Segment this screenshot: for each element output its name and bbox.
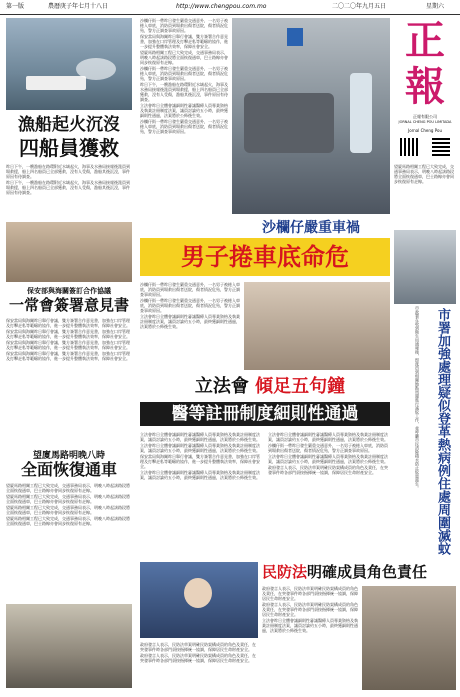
weekday: 星期六 — [426, 3, 445, 10]
masthead-info: 望廈馬路相關工程已大致完成，交通事務局表示，明晚八時起該路段將全面恢復通車，巴士路線亦會同步恢復原有走線。 — [394, 164, 454, 184]
civil-body-mid: 政府發言人表示，民防法草案明確民防架構成員的角色及責任，在突發事件時各部門須按指揮統一協調，保障居民生命財產安全。 政府發言人表示，民防法草案明確民防架構成員的角色及責任，在突發事件時各部門須按指揮統一協調，保障居民生命財產安全。 立法會昨日全體會議細則性審議醫療人員專業資格及執業註冊制度法案，議員討論約五小時，最終獲細則性通過，法案將於公佈後生效。 — [262, 586, 358, 633]
side-story-head: 市署加強處理疑似登革熱病例住處周圍滅蚊 — [435, 308, 450, 555]
meeting-body: 保安當局與海關昨日舉行會議，雙方簽署合作意見書，加強在口岸管理及打擊走私等範疇的協作，進一步提升整體執法效率，保障社會安全。 保安當局與海關昨日舉行會議，雙方簽署合作意見書，加強在口岸管理及打擊走私等範疇的協作，進一步提升整體執法效率，保障社會安全。 保安當局與海關昨日舉行會議，雙方簽署合作意見書，加強在口岸管理及打擊走私等範疇的協作，進一步提升整體執法效率，保障社會安全。 保安當局與海關昨日舉行會議，雙方簽署合作意見書，加強在口岸管理及打擊走私等範疇的協作，進一步提升整體執法效率，保障社會安全。 — [6, 318, 130, 361]
masthead-char-2: 報 — [405, 63, 445, 110]
boat-shape — [26, 76, 86, 90]
masthead — [394, 18, 456, 160]
legco-body-right: 立法會昨日全體會議細則性審議醫療人員專業資格及執業註冊制度法案，議員討論約五小時，最終獲細則性通過，法案將於公佈後生效。 沙欄仔街一帶昨日發生嚴重交通意外，一名男子被捲入車底，消防員到場救出傷者送院，傷者情況危殆，警方正調查事故原因。 立法會昨日全體會議細則性審議醫療人員專業資格及執業註冊制度法案，議員討論約五小時，最終獲細則性通過，法案將於公佈後生效。 政府發言人表示，民防法草案明確民防架構成員的角色及責任，在突發事件時各部門須按指揮統一協調，保障居民生命財產安全。 — [268, 432, 388, 475]
traffic-body: 望廈馬路相關工程已大致完成，交通事務局表示，明晚八時起該路段將全面恢復通車，巴士路線亦會同步恢復原有走線。 望廈馬路相關工程已大致完成，交通事務局表示，明晚八時起該路段將全面恢復通車，巴士路線亦會同步恢復原有走線。 望廈馬路相關工程已大致完成，交通事務局表示，明晚八時起該路段將全面恢復通車，巴士路線亦會同步恢復原有走線。 望廈馬路相關工程已大致完成，交通事務局表示，明晚八時起該路段將全面恢復通車，巴士路線亦會同步恢復原有走線。 — [6, 483, 130, 526]
masthead-char-1: 正 — [405, 17, 445, 64]
crash-scene-photo — [232, 18, 390, 214]
fire-headline-1: 漁船起火沉沒 — [18, 115, 120, 135]
traffic-headline: 全面恢復通車 — [20, 460, 117, 479]
masthead-company: 正報有限公司 — [413, 114, 437, 119]
traffic-kicker: 望廈馬路明晚八時 — [32, 451, 105, 461]
legco-headline-2: 醫等註冊制度細則性通過 — [171, 404, 359, 424]
side-story-body: 市政署在收到衛生局通報後，即派員到相關地點周邊進行滅蚊工作，並呼籲市民清除積水防止蚊患滋生。 — [415, 306, 420, 490]
crash-body: 沙欄仔街一帶昨日發生嚴重交通意外，一名男子被捲入車底，消防員到場救出傷者送院，傷者情況危殆，警方正調查事故原因。 沙欄仔街一帶昨日發生嚴重交通意外，一名男子被捲入車底，消防員到場救出傷者送院，傷者情況危殆，警方正調查事故原因。 立法會昨日全體會議細則性審議醫療人員專業資格及執業註冊制度法案，議員討論約五小時，最終獲細則性通過，法案將於公佈後生效。 — [140, 282, 240, 329]
meeting-photo — [6, 222, 132, 282]
legco-body-left: 立法會昨日全體會議細則性審議醫療人員專業資格及執業註冊制度法案，議員討論約五小時，最終獲細則性通過，法案將於公佈後生效。 立法會昨日全體會議細則性審議醫療人員專業資格及執業註冊制度法案，議員討論約五小時，最終獲細則性通過，法案將於公佈後生效。 保安當局與海關昨日舉行會議，雙方簽署合作意見書，加強在口岸管理及打擊走私等範疇的協作，進一步提升整體執法效率，保障社會安全。 立法會昨日全體會議細則性審議醫療人員專業資格及執業註冊制度法案，議員討論約五小時，最終獲細則性通過，法案將於公佈後生效。 — [140, 432, 260, 480]
legco-photo — [244, 282, 390, 370]
officer-figure — [350, 73, 372, 153]
fishing-boat-photo — [6, 18, 132, 110]
water-spray — [76, 58, 116, 80]
speaker-figure — [184, 578, 212, 608]
civil-defence-photo — [140, 562, 258, 638]
civil-meeting-photo — [362, 586, 456, 690]
fire-headline-2: 四船員獲救 — [19, 136, 119, 160]
qr-code-icon — [432, 138, 450, 156]
masthead-english: JORNAL CHENG POU LIMITADA — [398, 120, 452, 124]
issue-date: 二〇二〇年九月五日 — [332, 3, 387, 10]
street-photo — [6, 604, 132, 688]
crash-headline-2: 男子捲車底命危 — [181, 242, 349, 271]
qr-code-icon — [400, 138, 418, 156]
civil-body-left: 政府發言人表示，民防法草案明確民防架構成員的角色及責任，在突發事件時各部門須按指揮統一協調，保障居民生命財產安全。 政府發言人表示，民防法草案明確民防架構成員的角色及責任，在突發事件時各部門須按指揮統一協調，保障居民生命財產安全。 — [140, 642, 256, 663]
website-url[interactable]: http://www.chengpou.com.mo — [176, 3, 267, 10]
traffic-sign-icon — [287, 28, 303, 46]
lunar-date: 農曆庚子年七月十八日 — [48, 3, 109, 10]
crash-headline-1: 沙欄仔嚴重車禍 — [262, 220, 360, 236]
page-header — [0, 0, 460, 15]
meeting-kicker: 保安部與海關簽訂合作協議 — [27, 287, 111, 295]
fire-body: 昨日下午，一艘漁船在路環附近水域起火，海事及水務局接報後派員到場救援，船上四名船員已全部獲救，沒有人受傷，漁船其後沉沒，事件原因有待調查。 昨日下午，一艘漁船在路環附近水域起火，海事及水務局接報後派員到場救援，船上四名船員已全部獲救，沒有人受傷，漁船其後沉沒，事件原因有待調查。 — [6, 164, 130, 195]
legco-headline-1: 立法會 傾足五句鐘 — [194, 376, 346, 397]
masthead-title: Jornal Cheng Pou — [408, 128, 442, 133]
center-text-block-1: 沙欄仔街一帶昨日發生嚴重交通意外，一名男子被捲入車底，消防員到場救出傷者送院，傷者情況危殆，警方正調查事故原因。 保安當局與海關昨日舉行會議，雙方簽署合作意見書，加強在口岸管理及打擊走私等範疇的協作，進一步提升整體執法效率，保障社會安全。 望廈馬路相關工程已大致完成，交通事務局表示，明晚八時起該路段將全面恢復通車，巴士路線亦會同步恢復原有走線。 沙欄仔街一帶昨日發生嚴重交通意外，一名男子被捲入車底，消防員到場救出傷者送院，傷者情況危殆，警方正調查事故原因。 昨日下午，一艘漁船在路環附近水域起火，海事及水務局接報後派員到場救援，船上四名船員已全部獲救，沒有人受傷，漁船其後沉沒，事件原因有待調查。 立法會昨日全體會議細則性審議醫療人員專業資格及執業註冊制度法案，議員討論約五小時，最終獲細則性通過，法案將於公佈後生效。 沙欄仔街一帶昨日發生嚴重交通意外，一名男子被捲入車底，消防員到場救出傷者送院，傷者情況危殆，警方正調查事故原因。 — [140, 18, 228, 134]
meeting-headline: 一常會簽署意見書 — [8, 296, 129, 314]
mosquito-control-photo — [394, 230, 456, 304]
car-shape — [244, 93, 334, 153]
page-number: 第一版 — [6, 3, 25, 10]
civil-headline: 民防法明確成員角色責任 — [262, 563, 428, 581]
